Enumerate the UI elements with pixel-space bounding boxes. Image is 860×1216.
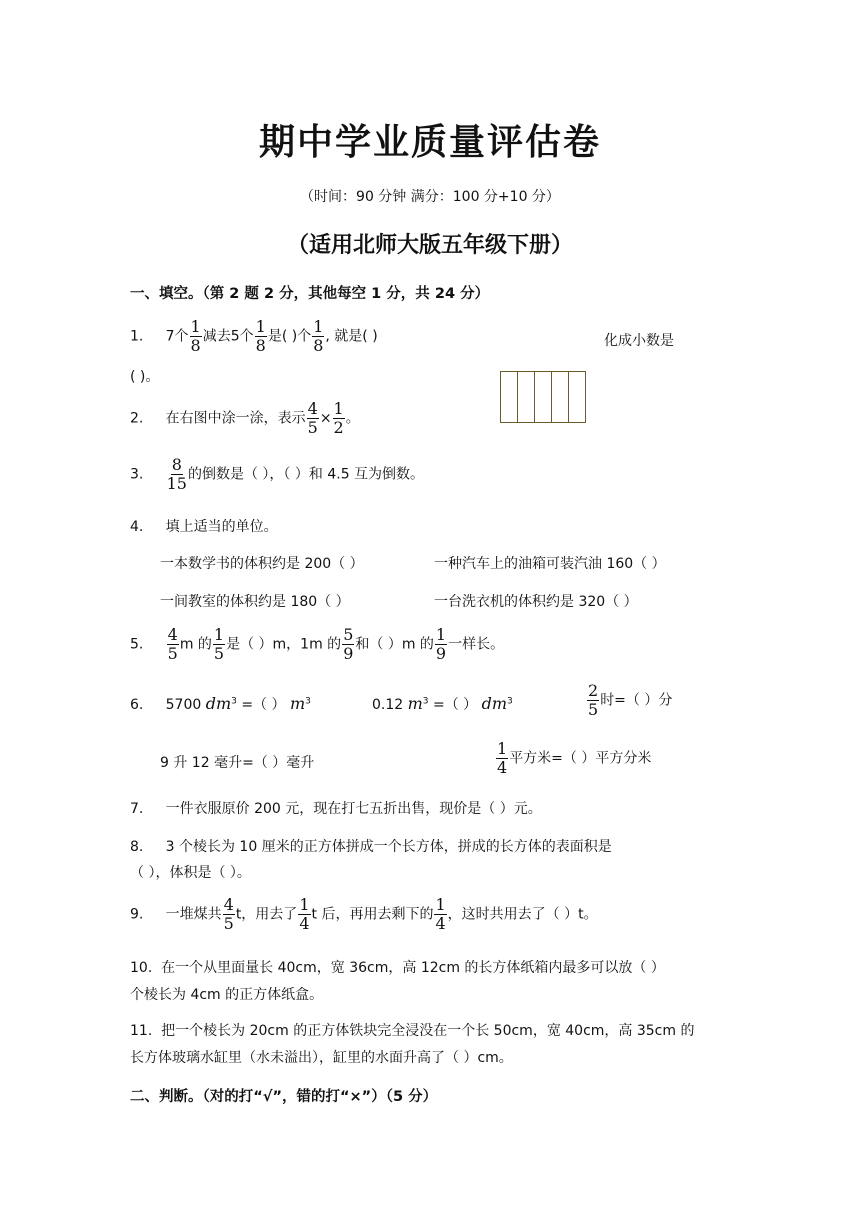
question-4-item-4: 一台洗衣机的体积约是 320（ ） — [434, 594, 638, 610]
question-4-item-1: 一本数学书的体积约是 200（ ） — [160, 556, 364, 572]
question-5: 5. $\frac{4}{5}$ m 的 $\frac{1}{5}$ 是（ ）m，1m 的 $\frac{5}{9}$ 和（ ）m 的 $\frac{1}{9}$ 一样长。 — [130, 625, 505, 663]
section-1-heading: 一、填空。（第 2 题 2 分，其他每空 1 分，共 24 分） — [130, 286, 490, 302]
question-2: 2. 在右图中涂一涂，表示 $\frac{4}{5}$ × $\frac{1}{2}$ 。 — [130, 399, 360, 437]
question-6-part-4: 9 升 12 毫升=（ ）毫升 — [160, 755, 315, 771]
question-8: 8. 3 个棱长为 10 厘米的正方体拼成一个长方体，拼成的长方体的表面积是 — [130, 839, 612, 855]
question-6-part-2: 0.12 $m^3$ =（ ） $dm^3$ — [372, 694, 513, 713]
page-title: 期中学业质量评估卷 — [258, 122, 601, 163]
question-1-decimal: 化成小数是 — [604, 333, 674, 349]
question-8-blanks: （ ），体积是（ ）。 — [130, 865, 251, 881]
question-11: 11. 把一个棱长为 20cm 的正方体铁块完全浸没在一个长 50cm，宽 40cm，高 35cm 的 — [130, 1023, 695, 1039]
question-6-part-3: $\frac{2}{5}$ 时=（ ）分 — [588, 681, 673, 719]
edition-label: （适用北师大版五年级下册） — [286, 233, 573, 258]
exam-info: （时间：90 分钟 满分：100 分+10 分） — [300, 189, 560, 205]
question-1: 1. 7个 $\frac{1}{8}$ 减去5个 $\frac{1}{8}$ 是( )个 $\frac{1}{8}$ , 就是( ) — [130, 317, 378, 355]
question-10-line-2: 个棱长为 4cm 的正方体纸盒。 — [130, 987, 324, 1003]
question-10: 10. 在一个从里面量长 40cm，宽 36cm，高 12cm 的长方体纸箱内最多可以放（ ） — [130, 960, 665, 976]
fraction-grid-figure — [500, 371, 586, 423]
question-4-item-3: 一间教室的体积约是 180（ ） — [160, 594, 350, 610]
question-4: 4. 填上适当的单位。 — [130, 519, 278, 535]
section-2-heading: 二、判断。（对的打“√”，错的打“×”）（5 分） — [130, 1089, 438, 1105]
question-6: 6. 5700 $dm^3$ =（ ） $m^3$ — [130, 694, 311, 713]
question-4-item-2: 一种汽车上的油箱可装汽油 160（ ） — [434, 556, 666, 572]
question-6-part-5: $\frac{1}{4}$ 平方米=（ ）平方分米 — [497, 739, 652, 777]
question-1-blank: ( )。 — [130, 369, 160, 385]
question-7: 7. 一件衣服原价 200 元，现在打七五折出售，现价是（ ）元。 — [130, 801, 542, 817]
question-3: 3. $\frac{8}{15}$ 的倒数是（ ），（ ）和 4.5 互为倒数。 — [130, 455, 425, 493]
question-9: 9. 一堆煤共 $\frac{4}{5}$ t，用去了 $\frac{1}{4}$ t 后，再用去剩下的 $\frac{1}{4}$ ，这时共用去了（ ）t。 — [130, 895, 598, 933]
question-11-line-2: 长方体玻璃水缸里（水未溢出），缸里的水面升高了（ ）cm。 — [130, 1050, 513, 1066]
